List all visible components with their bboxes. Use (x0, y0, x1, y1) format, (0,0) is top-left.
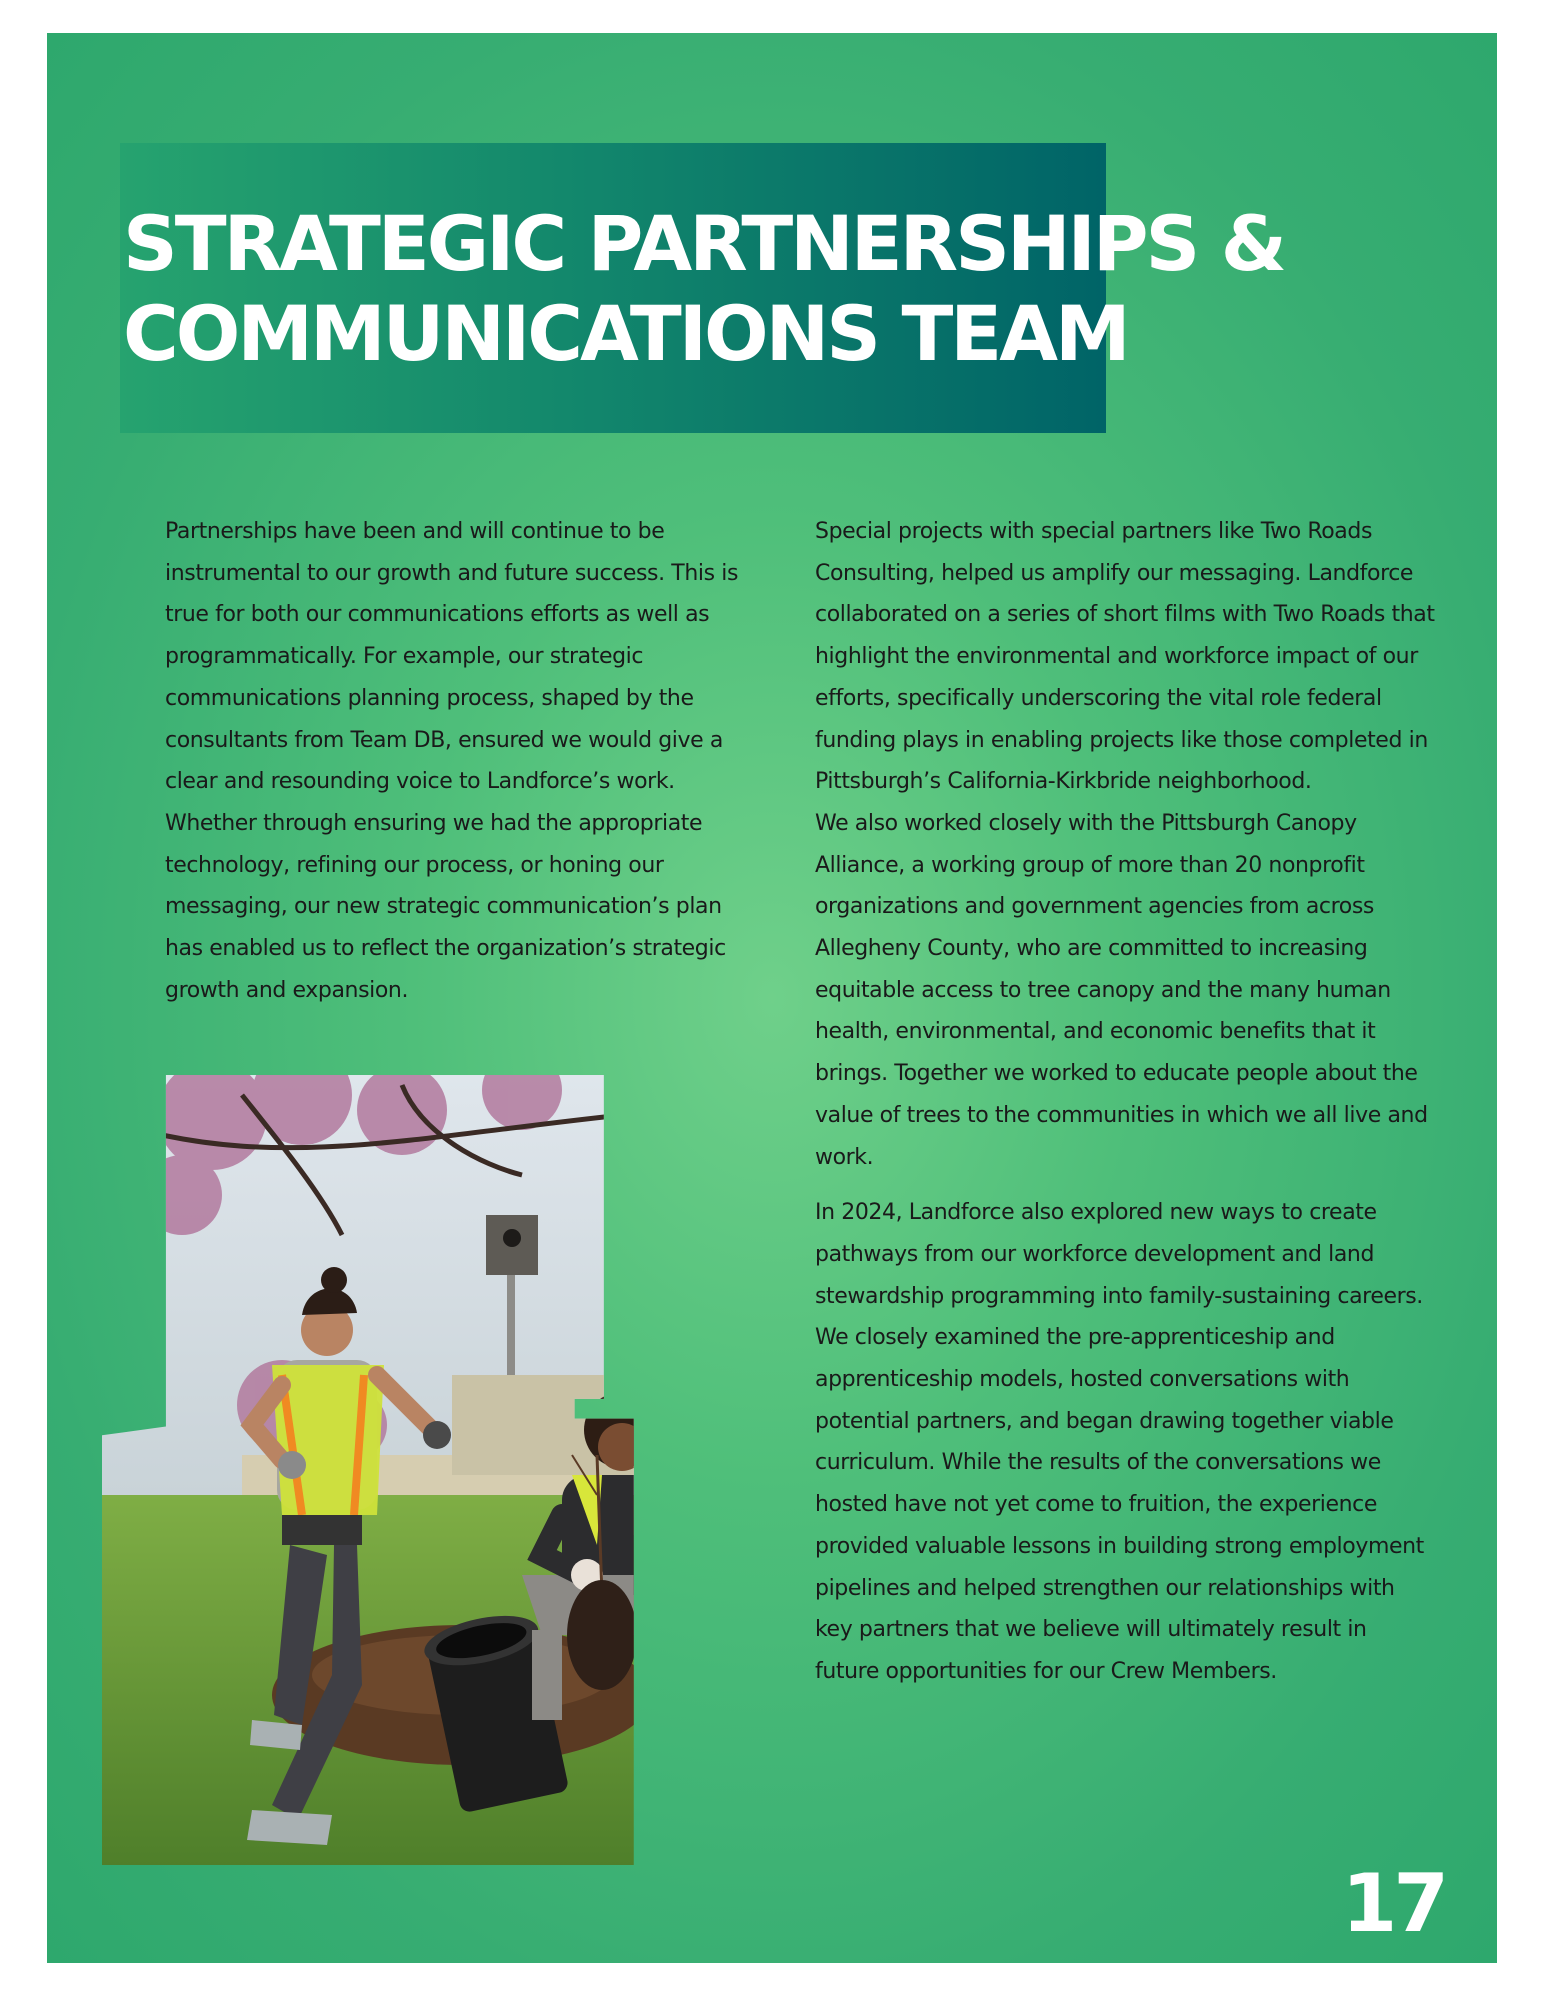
right-paragraph-1: Special projects with special partners like Two Roads Consulting, helped us amplify our messaging. Landforce collaborated on a series of short films with Two Roads that highlight the environmental and workforce impact of our efforts, specifically underscoring the vital role federal funding plays in enabling projects like those completed in Pittsburgh’s California-Kirkbride neighborhood. (815, 519, 1435, 795)
right-column (815, 511, 1435, 1693)
page-number: 17 (1341, 1857, 1445, 1950)
page-title-line-2: COMMUNICATIONS TEAM (123, 289, 1128, 378)
tree-planting-photo (102, 1075, 782, 1865)
left-column (165, 511, 750, 1011)
tree-planting-illustration (102, 1075, 782, 1865)
page-title (123, 199, 1284, 379)
right-paragraph-2: We also worked closely with the Pittsburgh Canopy Alliance, a working group of more than 20 nonprofit organizations and government agencies from across Allegheny County, who are committed to increasing equitable access to tree canopy and the many human health, environmental, and economic benefits that it brings. Together we worked to educate people about the value of trees to the communities in which we all live and work. (815, 810, 1428, 1170)
page-title-line-1: STRATEGIC PARTNERSHIPS & (123, 199, 1284, 288)
left-paragraph-1: Partnerships have been and will continue to be instrumental to our growth and future success. This is true for both our communications efforts as well as programmatically. For example, our strategic communications planning process, shaped by the consultants from Team DB, ensured we would give a clear and resounding voice to Landforce’s work. Whether through ensuring we had the appropriate technology, refining our process, or honing our messaging, our new strategic communication’s plan has enabled us to reflect the organization’s strategic growth and expansion. (165, 519, 739, 1003)
page-panel (47, 33, 1497, 1963)
right-paragraph-3: In 2024, Landforce also explored new ways to create pathways from our workforce development and land stewardship programming into family-sustaining careers. We closely examined the pre-apprenticeship and apprenticeship models, hosted conversations with potential partners, and began drawing together viable curriculum. While the results of the conversations we hosted have not yet come to fruition, the experience provided valuable lessons in building strong employment pipelines and helped strengthen our relationships with key partners that we believe will ultimately result in future opportunities for our Crew Members. (815, 1200, 1424, 1684)
